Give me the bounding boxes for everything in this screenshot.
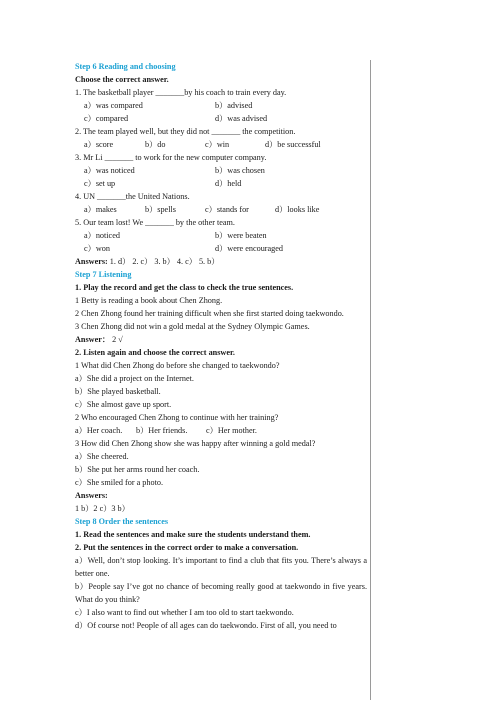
step6-q2-options — [75, 138, 367, 151]
option-b: b）were beaten — [215, 231, 267, 240]
step6-q3-options — [75, 164, 367, 177]
option-a: a）was compared — [84, 101, 143, 110]
step7-q2-options — [75, 424, 367, 437]
step6-question-5: 5. Our team lost! We _______ by the other team. — [75, 218, 235, 227]
step7-question-1: 1 What did Chen Zhong do before she changed to taekwondo? — [75, 361, 280, 370]
option-b: b）was chosen — [215, 166, 265, 175]
step8-task-2: 2. Put the sentences in the correct order to make a conversation. — [75, 543, 299, 552]
answers-label: Answers: — [75, 257, 108, 266]
step7-q3-option-b: b）She put her arms round her coach. — [75, 465, 200, 474]
step6-question-2: 2. The team played well, but they did not _______ the competition. — [75, 127, 296, 136]
step8-sentence-d: d）Of course not! People of all ages can do taekwondo. First of all, you need to — [75, 621, 337, 630]
option-c: c）compared — [84, 114, 129, 123]
step6-answers — [75, 255, 367, 268]
step7-task-2: 2. Listen again and choose the correct answer. — [75, 348, 235, 357]
step7-q3-option-c: c）She smiled for a photo. — [75, 478, 163, 487]
option-b: b）do — [145, 140, 166, 149]
step7-answers-label: Answers: — [75, 491, 108, 500]
option-b: b）spells — [145, 205, 176, 214]
step6-q4-options — [75, 203, 367, 216]
option-d: d）was advised — [215, 114, 268, 123]
option-b: b）advised — [215, 101, 253, 110]
margin-rule — [370, 60, 371, 700]
option-c: c）win — [205, 140, 230, 149]
step6-question-3: 3. Mr Li _______ to work for the new computer company. — [75, 153, 267, 162]
lesson-content — [75, 60, 367, 632]
option-c: c）stands for — [205, 205, 249, 214]
step7-sentence-2: 2 Chen Zhong found her training difficult when she first started doing taekwondo. — [75, 309, 344, 318]
step7-heading: Step 7 Listening — [75, 270, 132, 279]
option-a: a）makes — [84, 205, 117, 214]
step6-question-4: 4. UN _______the United Nations. — [75, 192, 190, 201]
step8-sentence-a: a）Well, don’t stop looking. It’s important to find a club that fits you. There’s always a better one. — [75, 556, 367, 578]
step7-answer — [75, 333, 367, 346]
step6-question-1: 1. The basketball player _______by his coach to train every day. — [75, 88, 287, 97]
option-c: c）won — [84, 244, 110, 253]
option-a: a）Her coach. — [75, 426, 123, 435]
step8-task-1: 1. Read the sentences and make sure the students understand them. — [75, 530, 311, 539]
step8-sentence-b: b）People say I’ve got no chance of becoming really good at taekwondo in five years. What do you think? — [75, 582, 367, 604]
step7-q3-option-a: a）She cheered. — [75, 452, 129, 461]
option-a: a）noticed — [84, 231, 120, 240]
option-d: d）held — [215, 179, 242, 188]
step6-q3-options-2 — [75, 177, 367, 190]
step7-question-3: 3 How did Chen Zhong show she was happy after winning a gold medal? — [75, 439, 316, 448]
option-a: a）score — [84, 140, 114, 149]
option-d: d）looks like — [275, 205, 320, 214]
option-d: d）were encouraged — [215, 244, 283, 253]
step7-sentence-3: 3 Chen Zhong did not win a gold medal at the Sydney Olympic Games. — [75, 322, 310, 331]
answer-value: 2 √ — [110, 335, 123, 344]
option-c: c）Her mother. — [206, 426, 257, 435]
step6-q1-options — [75, 99, 367, 112]
option-d: d）be successful — [265, 140, 321, 149]
option-a: a）was noticed — [84, 166, 135, 175]
option-b: b）Her friends. — [136, 426, 188, 435]
answers-values: 1. d） 2. c） 3. b） 4. c） 5. b） — [107, 257, 220, 266]
step6-q1-options-2 — [75, 112, 367, 125]
step8-sentence-c: c）I also want to find out whether I am too old to start taekwondo. — [75, 608, 294, 617]
answer-label: Answer： — [75, 335, 111, 344]
step8-heading: Step 8 Order the sentences — [75, 517, 169, 526]
step6-heading: Step 6 Reading and choosing — [75, 62, 176, 71]
step6-instruction: Choose the correct answer. — [75, 75, 169, 84]
step6-q5-options — [75, 229, 367, 242]
step7-q1-option-c: c）She almost gave up sport. — [75, 400, 172, 409]
step7-q1-option-b: b）She played basketball. — [75, 387, 161, 396]
step7-task-1: 1. Play the record and get the class to check the true sentences. — [75, 283, 294, 292]
step7-answers: 1 b）2 c）3 b） — [75, 504, 130, 513]
option-c: c）set up — [84, 179, 116, 188]
step6-q5-options-2 — [75, 242, 367, 255]
step7-q1-option-a: a）She did a project on the Internet. — [75, 374, 194, 383]
step7-question-2: 2 Who encouraged Chen Zhong to continue with her training? — [75, 413, 279, 422]
step7-sentence-1: 1 Betty is reading a book about Chen Zhong. — [75, 296, 223, 305]
